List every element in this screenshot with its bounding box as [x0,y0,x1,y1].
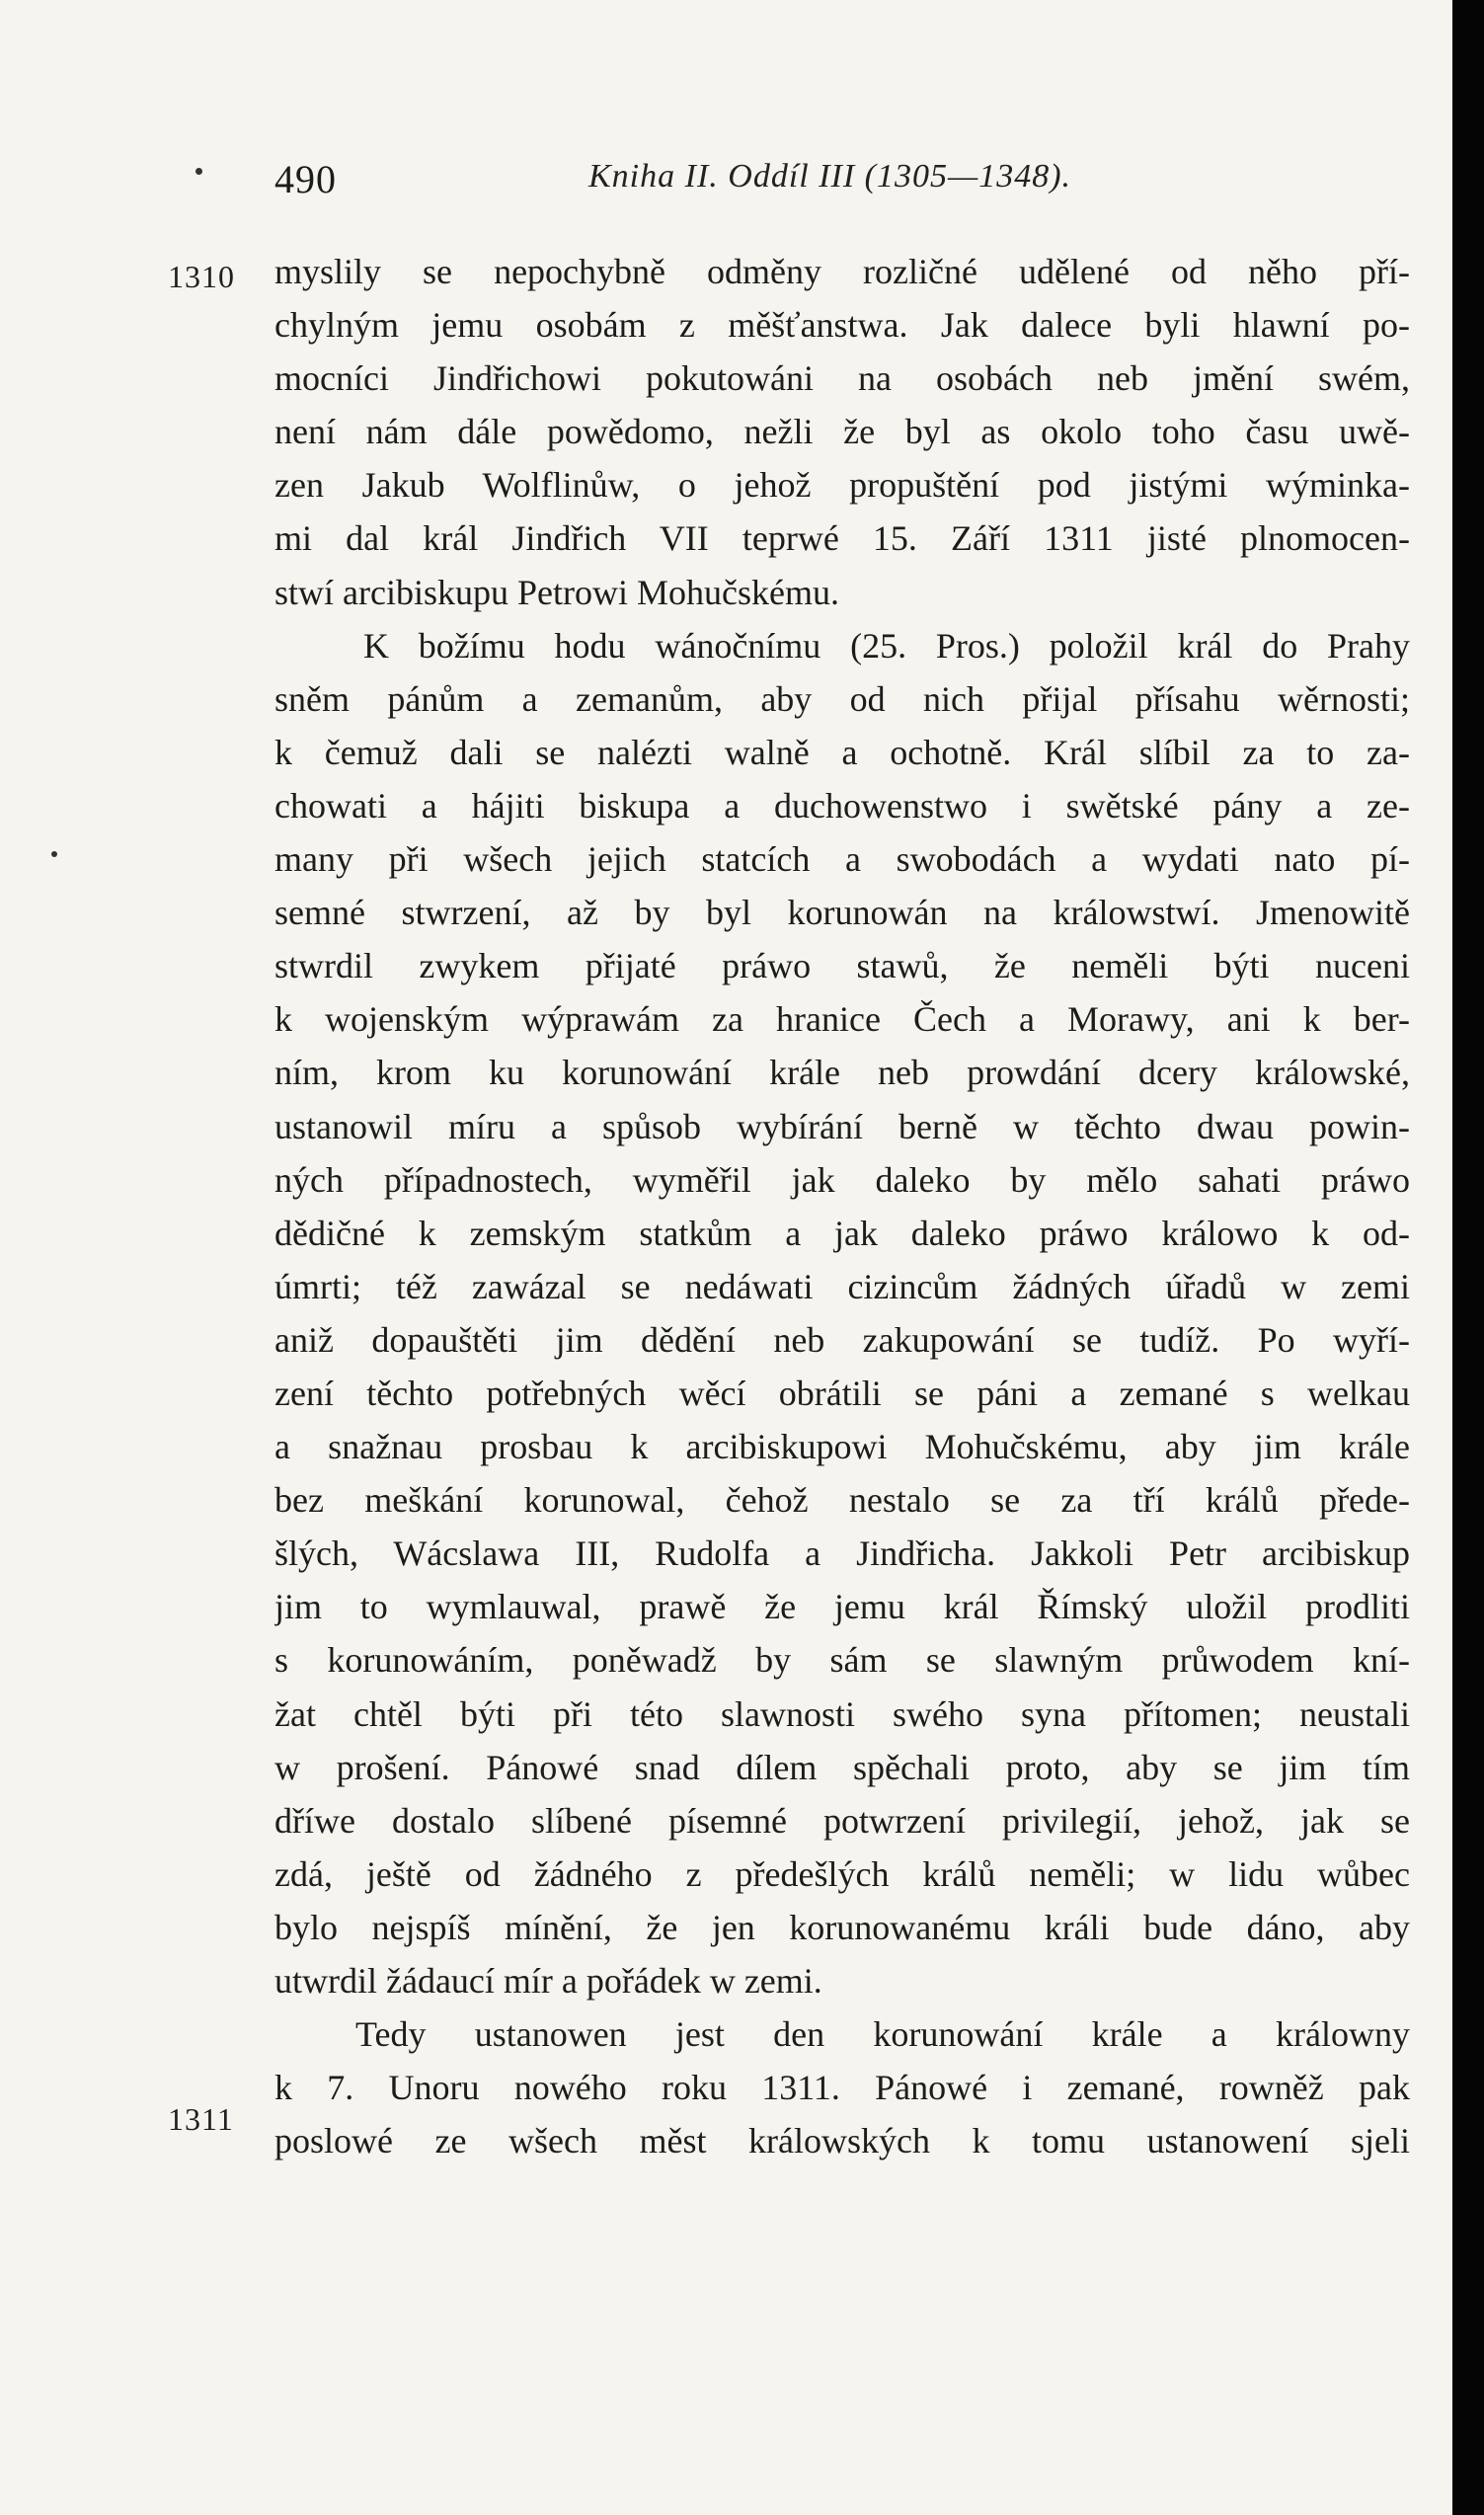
text-line: many při wšech jejich statcích a swobodách a wydati nato pí- [274,839,1410,880]
text-line: není nám dále powědomo, nežli že byl as okolo toho času uwě- [274,412,1410,452]
text-line: stwí arcibiskupu Petrowi Mohučskému. [274,572,839,612]
margin-year-1311: 1311 [168,2101,234,2137]
text-line: aniž dopauštěti jim dědění neb zakupowání se tudíž. Po wyří- [274,1319,1410,1360]
text-line: stwrdil zwykem přijaté práwo stawů, že neměli býti nuceni [274,946,1410,986]
text-line: k 7. Unoru nowého roku 1311. Pánowé i zemané, rowněž pak [274,2068,1410,2108]
text-line: ných případnostech, wyměřil jak daleko by mělo sahati práwo [274,1159,1410,1200]
text-line: sněm pánům a zemanům, aby od nich přijal přísahu wěrnosti; [274,678,1410,719]
text-line: ustanowil míru a spůsob wybírání berně w těchto dwau powin- [274,1106,1410,1146]
text-line: zení těchto potřebných wěcí obrátili se páni a zemané s welkau [274,1373,1410,1413]
text-line: k wojenským wýprawám za hranice Čech a Morawy, ani k ber- [274,999,1410,1040]
text-line: bez meškání korunowal, čehož nestalo se za tří králů přede- [274,1480,1410,1521]
text-line: w prošení. Pánowé snad dílem spěchali proto, aby se jim tím [274,1747,1410,1787]
text-line: žat chtěl býti při této slawnosti swého syna přítomen; neustali [274,1693,1410,1734]
text-line: dědičné k zemským statkům a jak daleko práwo králowo k od- [274,1213,1410,1253]
text-line: semné stwrzení, až by byl korunowán na králowstwí. Jmenowitě [274,893,1410,933]
text-line: šlých, Wácslawa III, Rudolfa a Jindřicha. Jakkoli Petr arcibiskup [274,1533,1410,1574]
text-line: K božímu hodu wánočnímu (25. Pros.) položil král do Prahy [363,625,1410,666]
text-line: utwrdil žádaucí mír a pořádek w zemi. [274,1961,822,2001]
text-line: zdá, ještě od žádného z předešlých králů neměli; w lidu wůbec [274,1853,1410,1894]
page-number: 490 [274,157,337,201]
text-line: chowati a hájiti biskupa a duchowenstwo i swětské pány a ze- [274,785,1410,825]
text-line: Tedy ustanowen jest den korunowání krále a králowny [355,2014,1410,2055]
text-line: ním, krom ku korunowání krále neb prowdání dcery králowské, [274,1053,1410,1093]
text-line: s korunowáním, poněwadž by sám se slawným průwodem kní- [274,1640,1410,1681]
stray-dot-mark [51,851,57,857]
text-line: a snažnau prosbau k arcibiskupowi Mohučskému, aby jim krále [274,1427,1410,1467]
text-line: mocníci Jindřichowi pokutowáni na osobách neb jmění swém, [274,358,1410,399]
text-line: mi dal král Jindřich VII teprwé 15. Září 1311 jisté plnomocen- [274,518,1410,559]
text-line: úmrti; též zawázal se nedáwati cizincům žádných úřadů w zemi [274,1266,1410,1306]
text-line: poslowé ze wšech měst králowských k tomu ustanowení sjeli [274,2121,1410,2161]
running-title: Kniha II. Oddíl III (1305—1348). [588,158,1072,195]
stray-dot-mark [195,168,202,175]
text-line: bylo nejspíš mínění, že jen korunowanému králi bude dáno, aby [274,1907,1410,1947]
text-line: myslily se nepochybně odměny rozličné udělené od něho pří- [274,252,1410,291]
margin-year-1310: 1310 [168,259,235,294]
running-head [274,148,1405,207]
scan-edge-strip [1452,0,1484,2515]
text-line: zen Jakub Wolflinůw, o jehož propuštění pod jistými wýminka- [274,465,1410,506]
body-text [274,245,1410,2167]
text-line: jim to wymlauwal, prawě že jemu král Římský uložil prodliti [274,1587,1410,1627]
text-line: k čemuž dali se nalézti walně a ochotně. Král slíbil za to za- [274,732,1410,772]
text-line: dříwe dostalo slíbené písemné potwrzení privilegií, jehož, jak se [274,1800,1410,1841]
text-line: chylným jemu osobám z měšťanstwa. Jak dalece byli hlawní po- [274,305,1410,346]
